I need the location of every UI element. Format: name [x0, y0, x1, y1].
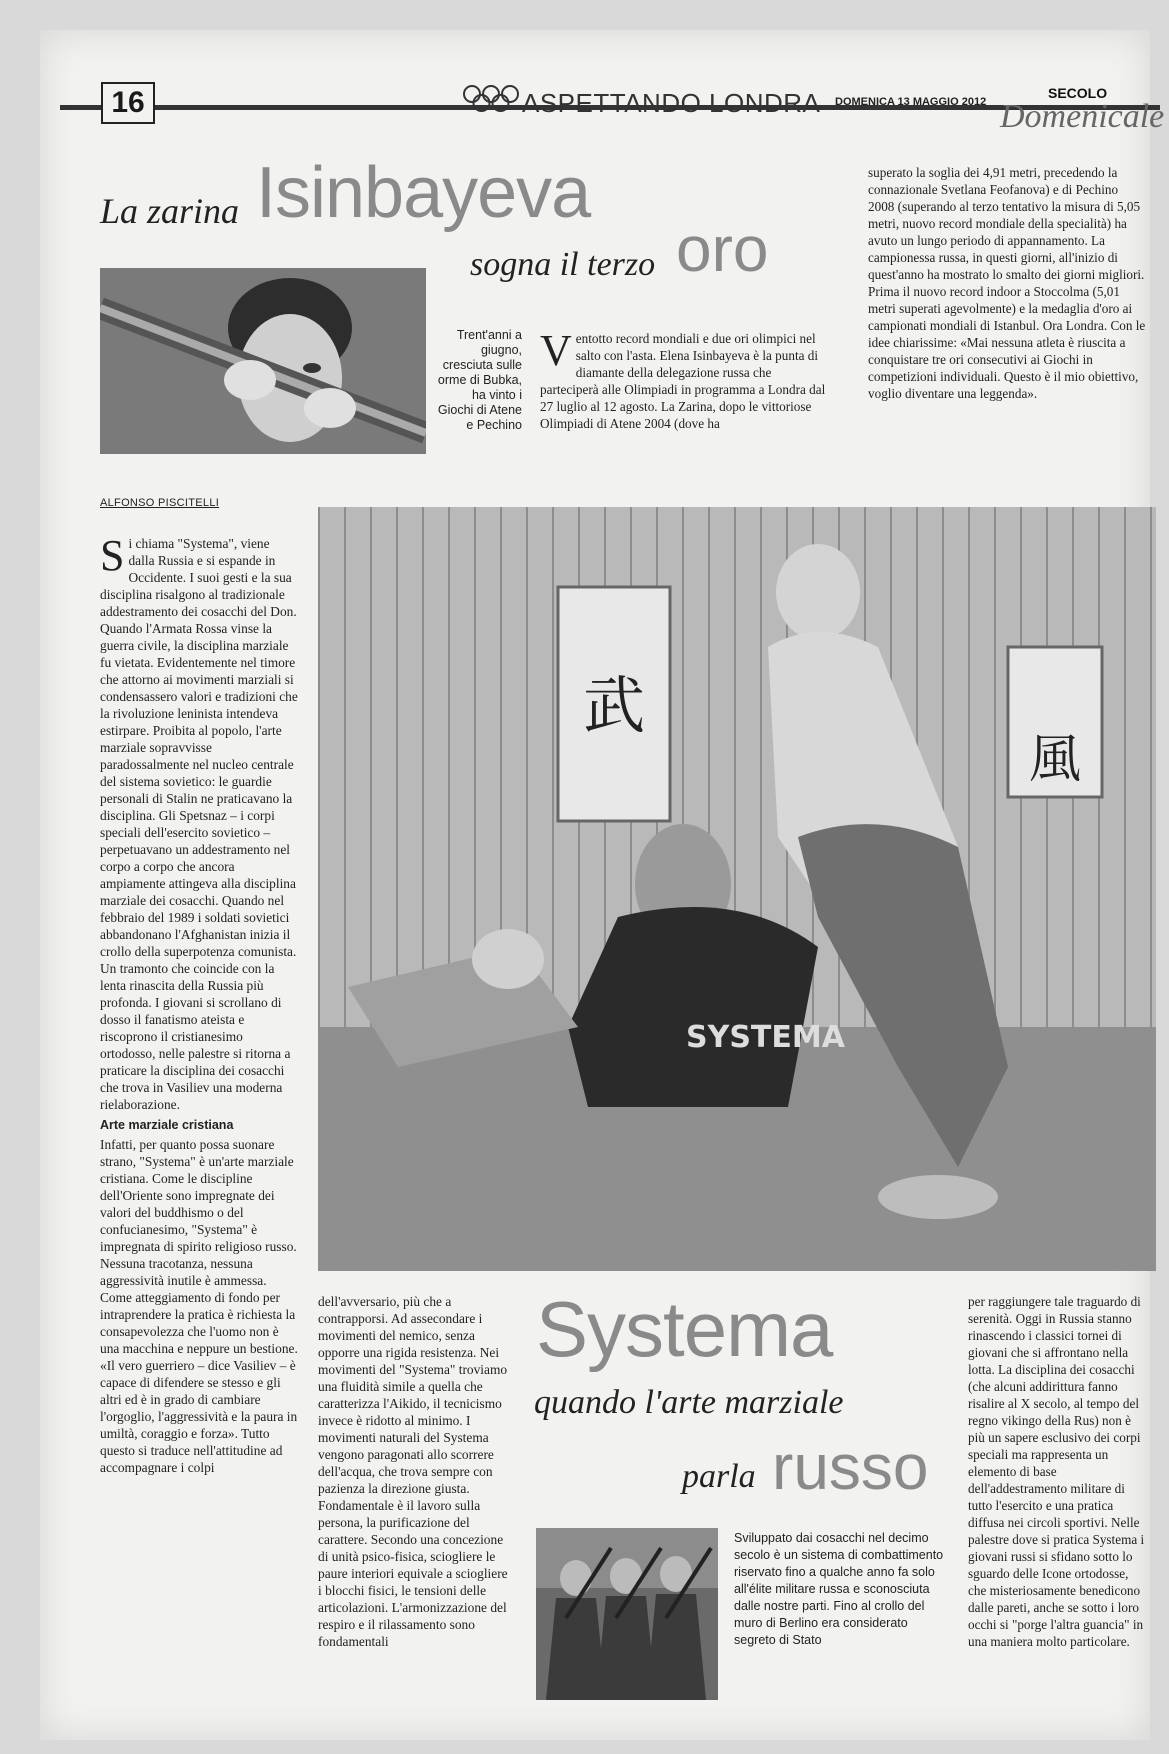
- photo-kanji-2: 風: [1028, 730, 1082, 790]
- systema-headline-4: russo: [772, 1431, 929, 1503]
- masthead-top: SECOLO: [1048, 85, 1108, 101]
- cossacks-photo-caption: Sviluppato dai cosacchi nel decimo secolo è un sistema di combattimento riservato fino a qualche anno fa solo all'élite militare russa e sconosciuta dalle nostre parti. Fino al crollo del muro di Berlino era considerato segreto di Stato: [734, 1531, 944, 1647]
- systema-headline-2: quando l'arte marziale: [534, 1384, 844, 1421]
- systema-photo: [318, 507, 1156, 1271]
- systema-headline-1: Systema: [536, 1285, 833, 1373]
- article-text: entotto record mondiali e due ori olimpici nel salto con l'asta. Elena Isinbayeva è la punta di diamante della delegazione russa che parteciperà alle Olimpiadi in programma a Londra dal 27 luglio al 12 agosto. La Zarina, dopo le vittoriose Olimpiadi di Atene 2004 (dove ha: [540, 331, 826, 431]
- article-text: dell'avversario, più che a contrapporsi. Ad assecondare i movimenti del nemico, senza opporre una rigida resistenza. Nei movimenti del "Systema" troviamo una fluidità simile a quella che caratterizza l'Aikido, il tecnicismo invece è ridotto al minimo. I movimenti naturali del Systema vengono paragonati allo scorrere dell'acqua, che trova sempre con pazienza la direzione giusta. Fondamentale è il lavoro sulla persona, la purificazione del carattere. Secondo una concezione di unità psico-fisica, sciogliere le paure interiori equivale a sciogliere i blocchi fisici, le tensioni delle articolazioni. L'armonizzazione del respiro e il rilassamento sono fondamentali: [318, 1294, 508, 1649]
- dropcap: S: [100, 531, 125, 580]
- systema-column-1: [100, 531, 298, 1476]
- olympic-rings-icon: [462, 84, 520, 114]
- article-text: i chiama "Systema", viene dalla Russia e si espande in Occidente. I suoi gesti e la sua disciplina risalgono al tradizionale addestramento dei cosacchi del Don. Quando l'Armata Rossa vinse la guerra civile, la disciplina marziale fu vietata. Evidentemente nel timore che attorno ai movimenti marziali si condensassero valori e tradizioni che la rivoluzione leninista intendeva estirpare. Proibita al popolo, l'arte marziale sopravvisse paradossalmente nel nucleo centrale del sistema sovietico: le guardie personali di Stalin ne praticavano la disciplina. Gli Spetsnaz – i corpi speciali dell'esercito sovietico – perpetuavano un addestramento nel corpo a corpo che ancora ampiamente attingeva alla disciplina marziale dei cosacchi. Quando nel febbraio del 1989 i soldati sovietici abbandonano l'Afghanistan inizia il crollo della superpotenza comunista. Un tramonto che coincide con la lenta rinascita della Russia più profonda. I giovani si scrollano di dosso il fanatismo ateista e riscoprono il cristianesimo ortodosso, nelle palestre si ritorna a praticare la disciplina dei cosacchi che trova in Vasiliev una moderna rielaborazione.: [100, 536, 298, 1112]
- subheading: Arte marziale cristiana: [100, 1118, 234, 1132]
- isinbayeva-photo-caption: Trent'anni a giugno, cresciuta sulle orme di Bubka, ha vinto i Giochi di Atene e Pechino: [437, 328, 522, 432]
- isinbayeva-column-2: [868, 164, 1146, 402]
- dropcap: V: [540, 326, 572, 375]
- issue-date: DOMENICA 13 MAGGIO 2012: [835, 96, 987, 108]
- systema-column-3: [968, 1293, 1148, 1650]
- headline-part-4: oro: [676, 213, 769, 285]
- page-number: 16: [101, 82, 155, 124]
- systema-column-2: [318, 1293, 512, 1650]
- headline-part-2: Isinbayeva: [256, 153, 591, 233]
- isinbayeva-photo: [100, 268, 426, 454]
- article-text: Infatti, per quanto possa suonare strano, "Systema" è un'arte marziale cristiana. Come le discipline dell'Oriente sono impregnate dei valori del buddhismo o del confucianesimo, "Systema" è impregnata di spirito religioso russo. Nessuna tracotanza, nessuna aggressività inutile è ammessa. Come atteggiamento di fondo per intraprendere la pratica è richiesta la consapevolezza che l'uomo non è una macchina e neppure un bestione. «Il vero guerriero – dice Vasiliev – è capace di difendere se stesso e gli altri ed è in grado di cambiare l'orgoglio, l'aggressività e la paura in umiltà, coraggio e forza». Tutto questo si traduce nell'attitudine ad accompagnare i colpi: [100, 1137, 298, 1475]
- cossacks-photo: [536, 1528, 718, 1700]
- shirt-text: SYSTEMA: [686, 1020, 845, 1055]
- isinbayeva-column-1: [540, 326, 830, 432]
- article-text: per raggiungere tale traguardo di serenità. Oggi in Russia stanno rinascendo i classici tornei di giovani che si affrontano nella lotta. La disciplina dei cosacchi (che alcuni addirittura fanno risalire al X secolo, al tempo del regno vikingo della Rus) non è più un sapere esclusivo dei corpi speciali ma rappresenta un elemento di base dell'addestramento militare di tutto l'esercito e una pratica diffusa nei circoli sportivi. Nelle palestre dove si pratica Systema i giovani russi si sfidano sotto lo sguardo delle Icone ortodosse, che misteriosamente benedicono dalle pareti, anche se sotto i loro occhi si "porge l'altra guancia" in una maniera molto particolare.: [968, 1294, 1145, 1649]
- byline: ALFONSO PISCITELLI: [100, 497, 220, 509]
- headline-part-3: sogna il terzo: [470, 246, 656, 283]
- systema-headline-3: parla: [682, 1458, 756, 1495]
- section-title: ASPETTANDO LONDRA: [522, 88, 821, 118]
- photo-kanji-1: 武: [582, 669, 646, 742]
- article-text: superato la soglia dei 4,91 metri, precedendo la connazionale Svetlana Feofanova) e di Pechino 2008 (superando al terzo tentativo la misura di 5,05 metri, nuovo record mondiale della specialità) ha avuto un lungo periodo di appannamento. La campionessa russa, in questi giorni, all'inizio di quest'anno ha mostrato lo smalto dei giorni migliori. Prima il nuovo record indoor a Stoccolma (5,01 metri superati agevolmente) e la medaglia d'oro ai campionati mondiali di Istanbul. Ora Londra. Con le idee chiarissime: «Mai nessuna atleta è riuscita a conquistare tre ori consecutivi ai Giochi in competizioni individuali. Questo è il mio obiettivo, voglio diventare una leggenda».: [868, 165, 1146, 401]
- masthead: Domenicale: [1000, 98, 1165, 135]
- headline-part-1: La zarina: [100, 191, 240, 231]
